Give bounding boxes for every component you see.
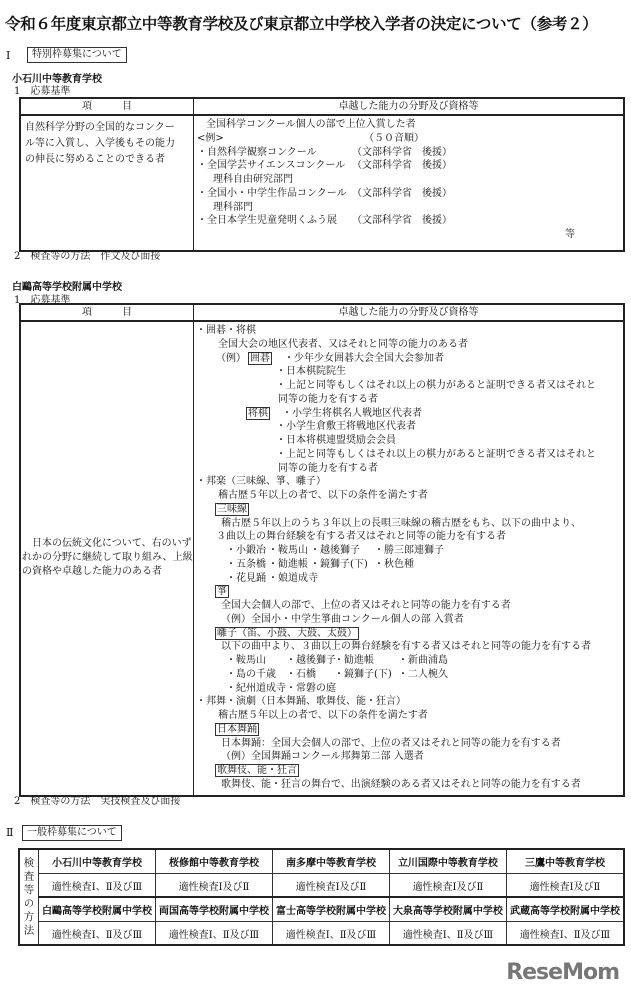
song: ・越後獅子 [310, 545, 360, 556]
category-igo-shogi: ・囲碁・将棋 [196, 325, 256, 336]
song: ・島の千歳 [226, 668, 276, 680]
side-label: 検査等の方法 [19, 849, 39, 945]
header-qualification: 卓越した能力の分野及び資格等 [194, 304, 625, 321]
song: ・勧進帳 [334, 655, 374, 666]
exam-method: 適性検査Ⅰ及びⅡ [389, 874, 506, 898]
example-text: （例）全国小・中学生箏曲コンクール個人の部 入賞者 [221, 613, 464, 625]
item-text: 自然科学分野の全国的なコンクー [25, 122, 175, 133]
shogi-item: ・小学生将棋名人戦地区代表者 [282, 407, 422, 419]
exam-method: 適性検査Ⅰ及びⅡ [506, 874, 624, 898]
song: ・二人椀久 [398, 668, 448, 680]
general-method-table [18, 848, 625, 946]
shogi-item: 同等の能力を有する者 [278, 462, 378, 474]
exam-method: 2 検査等の方法 実技検査及び面接 [14, 796, 181, 807]
song: ・勧進帳 [268, 558, 308, 570]
item-text: の伸長に努めることのできる者 [25, 154, 165, 165]
condition-text: 全国大会の地区代表者、又はそれと同等の能力のある者 [218, 338, 468, 350]
song: ・鞍馬山 [226, 655, 266, 666]
exam-method: 適性検査Ⅰ、Ⅱ及びⅢ [155, 922, 272, 946]
exam-method: 適性検査Ⅰ及びⅡ [272, 874, 389, 898]
example-text: （例）全国舞踊コンクール邦舞第二部 入選者 [221, 751, 424, 763]
example-label: （例） [216, 352, 246, 364]
shamisen-label: 三味線 [217, 503, 247, 515]
song: ・花見踊 [226, 572, 266, 584]
song: ・新曲浦島 [398, 655, 448, 666]
example-label: <例> [197, 132, 224, 144]
school-name: 武蔵高等学校附属中学校 [506, 897, 624, 922]
condition-text: ３曲以上の舞台経験を有する者又はそれと同等の能力を有する者 [216, 531, 506, 543]
shogi-item: ・小学生倉敷王将戦地区代表者 [276, 421, 416, 433]
section-number: Ⅰ [6, 49, 11, 62]
page-title: 令和６年度東京都立中等教育学校及び東京都立中学校入学者の決定について（参考２） [5, 15, 598, 33]
song: ・娘道成寺 [268, 572, 318, 584]
song: ・鞍馬山 [268, 545, 308, 556]
exam-method: 適性検査Ⅰ、Ⅱ及びⅢ [39, 922, 156, 946]
item-text: れかの分野に継続して取り組み、上級 [22, 552, 193, 564]
exam-method: 適性検査Ⅰ、Ⅱ及びⅢ [506, 922, 624, 946]
nihonbuyo-label: 日本舞踊 [217, 723, 257, 735]
order-note: （５０音順） [364, 132, 424, 144]
song: ・常磐の庭 [286, 682, 336, 694]
item-text: 日本の伝統文化について、右のいず [32, 538, 192, 550]
koishikawa-criteria-table [19, 97, 625, 252]
condition-text: 全国大会個人の部で、上位の者又はそれと同等の能力を有する者 [221, 600, 511, 611]
school-name: 両国高等学校附属中学校 [155, 897, 272, 922]
kabuki-label: 歌舞伎、能・狂言 [217, 765, 297, 776]
song: ・石橋 [286, 668, 316, 680]
song: ・越後獅子 [286, 655, 336, 666]
contest-item: ・全日本学生児童発明くふう展 （文部科学省 後援） [197, 215, 452, 227]
song: ・紀州道成寺 [226, 682, 286, 694]
criteria-heading: 1 応募基準 [14, 86, 71, 97]
song: ・勝三郎連獅子 [374, 545, 444, 556]
contest-item: ・全国小・中学生作品コンクール （文部科学省 後援） [197, 187, 452, 199]
category-hogaku: ・邦楽（三味線、箏、囃子） [196, 476, 326, 488]
condition-text: 稽古歴５年以上の者で、以下の条件を満たす者 [218, 490, 428, 501]
school-name: 富士高等学校附属中学校 [272, 897, 389, 922]
school-name: 三鷹中等教育学校 [506, 849, 624, 874]
exam-method: 2 検査等の方法 作文及び面接 [14, 251, 161, 262]
resemom-watermark-logo: ReseMom [506, 960, 619, 985]
shogi-item: ・日本将棋連盟奨励会会員 [276, 435, 396, 446]
igo-item: 同等の能力を有する者 [278, 393, 378, 405]
hakuo-criteria-table [19, 303, 625, 797]
song: ・小鍛冶 [226, 545, 266, 556]
header-item: 項 目 [20, 98, 194, 115]
item-text: の資格や卓越した能力のある者 [22, 566, 162, 578]
school-name: 小石川中等教育学校 [12, 74, 102, 85]
condition-text: 以下の曲中より、３曲以上の舞台経験を有する者又はそれと同等の能力を有する者 [221, 641, 591, 653]
song: ・鏡獅子(下) [310, 558, 368, 570]
item-text: ル等に入賞し、入学後もその能力 [25, 138, 175, 149]
section-label: 一般枠募集について [22, 825, 122, 841]
song: ・鏡獅子(下) [334, 668, 392, 680]
song: ・秋色種 [374, 558, 414, 570]
contest-sub: 理科自由研究部門 [213, 174, 293, 185]
song: ・五条橋 [226, 558, 266, 570]
exam-method: 適性検査Ⅰ、Ⅱ及びⅢ [272, 922, 389, 946]
condition-text: 稽古歴５年以上の者で、以下の条件を満たす者 [218, 710, 428, 721]
header-qualification: 卓越した能力の分野及び資格等 [194, 98, 625, 115]
school-name: 白鷗高等学校附属中学校 [39, 897, 156, 922]
exam-method: 適性検査Ⅰ、Ⅱ及びⅢ [39, 874, 156, 898]
igo-label: 囲碁 [250, 352, 270, 364]
exam-method: 適性検査Ⅰ、Ⅱ及びⅢ [389, 922, 506, 946]
koto-label: 箏 [217, 586, 227, 598]
igo-item: ・日本棋院院生 [276, 366, 346, 378]
exam-method: 適性検査Ⅰ及びⅡ [155, 874, 272, 898]
school-name: 小石川中等教育学校 [39, 849, 156, 874]
etc-text: 等 [565, 229, 575, 240]
category-hobu: ・邦舞・演劇（日本舞踊、歌舞伎、能・狂言） [196, 696, 406, 708]
contest-item: ・自然科学観察コンクール （文部科学省 後援） [197, 146, 452, 158]
igo-item: ・少年少女囲碁大会全国大会参加者 [284, 352, 444, 364]
header-item: 項 目 [20, 304, 194, 321]
contest-item: ・全国学芸サイエンスコンクール （文部科学省 後援） [197, 160, 452, 172]
hayashi-label: 囃子（笛、小鼓、大鼓、太鼓） [217, 627, 357, 639]
school-name: 南多摩中等教育学校 [272, 849, 389, 874]
condition-text: 日本舞踊：全国大会個人の部で、上位の者又はそれと同等の能力を有する者 [221, 737, 561, 749]
school-name: 桜修館中等教育学校 [155, 849, 272, 874]
school-name: 大泉高等学校附属中学校 [389, 897, 506, 922]
school-name: 白鷗高等学校附属中学校 [12, 282, 122, 293]
qualification-text: 全国科学コンクール個人の部で上位入賞した者 [206, 119, 416, 130]
shogi-label: 将棋 [248, 407, 268, 419]
contest-sub: 理科部門 [213, 201, 253, 213]
section-label: 特別枠募集について [27, 47, 127, 63]
shogi-item: ・上記と同等もしくはそれ以上の棋力があると証明できる者又はそれと [276, 448, 596, 460]
condition-text: 稽古歴５年以上のうち３年以上の長唄三味線の稽古歴をもち、以下の曲中より、 [221, 517, 581, 529]
igo-item: ・上記と同等もしくはそれ以上の棋力があると証明できる者又はそれと [276, 380, 596, 391]
section-number: Ⅱ [6, 826, 14, 839]
condition-text: 歌舞伎、能・狂言の舞台で、出演経験のある者又はそれと同等の能力を有する者 [221, 778, 581, 790]
criteria-heading: 1 応募基準 [14, 295, 71, 306]
school-name: 立川国際中等教育学校 [389, 849, 506, 874]
